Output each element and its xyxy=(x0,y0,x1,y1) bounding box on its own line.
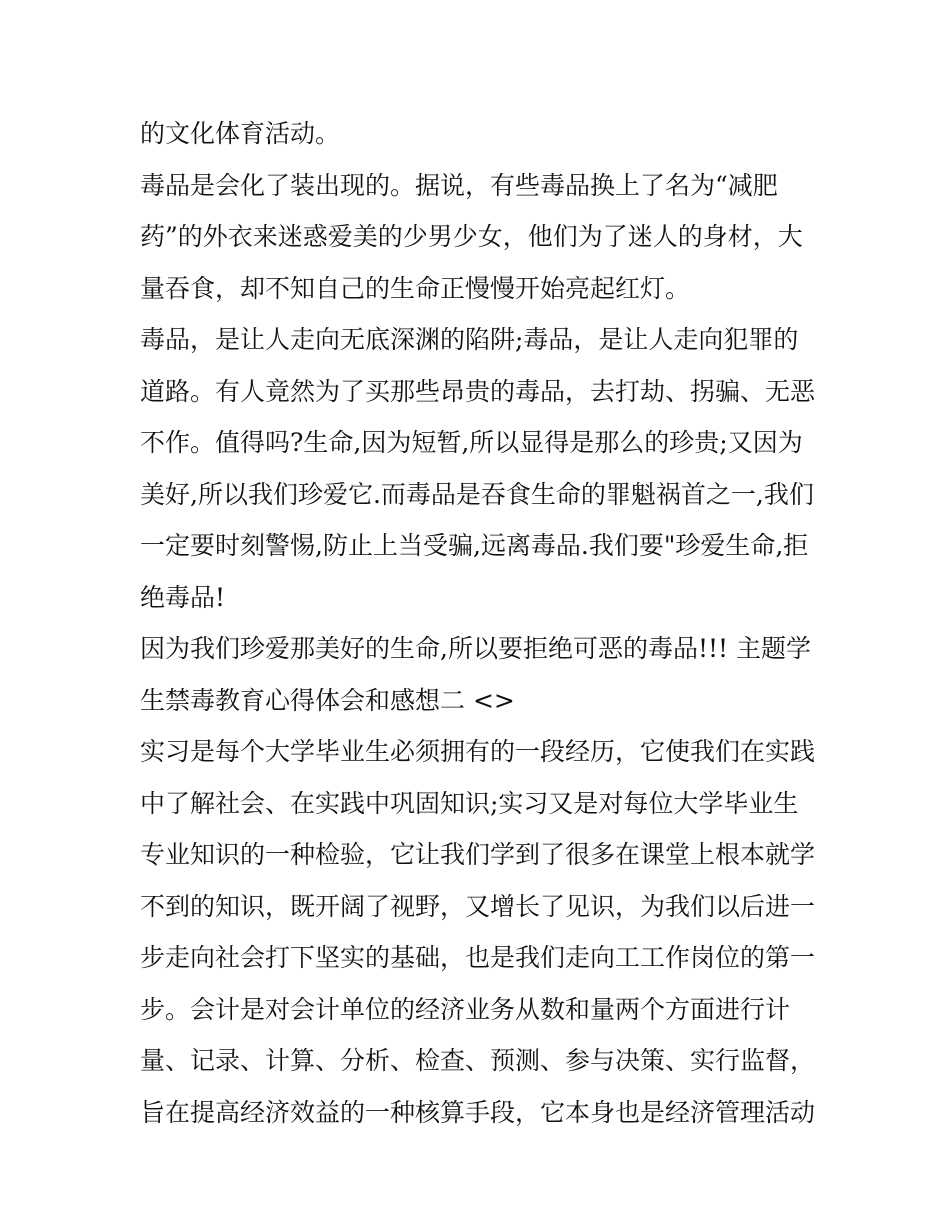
text-line: 实习是每个大学毕业生必须拥有的一段经历，它使我们在实践 xyxy=(140,737,816,766)
text-line: 药”的外衣来迷惑爱美的少男少女，他们为了迷人的身材，大 xyxy=(140,222,803,251)
text-line: 的文化体育活动。 xyxy=(140,119,341,148)
text-line: 毒品，是让人走向无底深渊的陷阱;毒品，是让人走向犯罪的 xyxy=(140,325,799,354)
text-line: 旨在提高经济效益的一种核算手段，它本身也是经济管理活动 xyxy=(140,1097,816,1127)
text-line: 步。会计是对会计单位的经济业务从数和量两个方面进行计 xyxy=(140,994,791,1024)
text-line: 量吞食，却不知自己的生命正慢慢开始亮起红灯。 xyxy=(140,273,691,303)
text-line: 毒品是会化了装出现的。据说，有些毒品换上了名为“减肥 xyxy=(140,170,778,200)
text-line: 因为我们珍爱那美好的生命,所以要拒绝可恶的毒品!!! 主题学 xyxy=(140,634,812,663)
body-text xyxy=(140,108,820,1138)
text-line: 不到的知识，既开阔了视野，又增长了见识，为我们以后进一 xyxy=(140,891,816,921)
text-line: 绝毒品! xyxy=(140,582,226,612)
text-line: 道路。有人竟然为了买那些昂贵的毒品，去打劫、拐骗、无恶 xyxy=(140,376,816,406)
text-line: 一定要时刻警惕,防止上当受骗,远离毒品.我们要"珍爱生命,拒 xyxy=(140,531,809,560)
text-line: 中了解社会、在实践中巩固知识;实习又是对每位大学毕业生 xyxy=(140,788,799,818)
text-line: 不作。值得吗?生命,因为短暂,所以显得是那么的珍贵;又因为 xyxy=(140,428,803,457)
text-line: 美好,所以我们珍爱它.而毒品是吞食生命的罪魁祸首之一,我们 xyxy=(140,479,814,509)
text-line: 生禁毒教育心得体会和感想二 <> xyxy=(140,685,515,715)
text-line: 步走向社会打下坚实的基础，也是我们走向工工作岗位的第一 xyxy=(140,943,816,972)
text-line: 量、记录、计算、分析、检查、预测、参与决策、实行监督， xyxy=(140,1046,816,1075)
text-line: 专业知识的一种检验，它让我们学到了很多在课堂上根本就学 xyxy=(140,840,816,869)
